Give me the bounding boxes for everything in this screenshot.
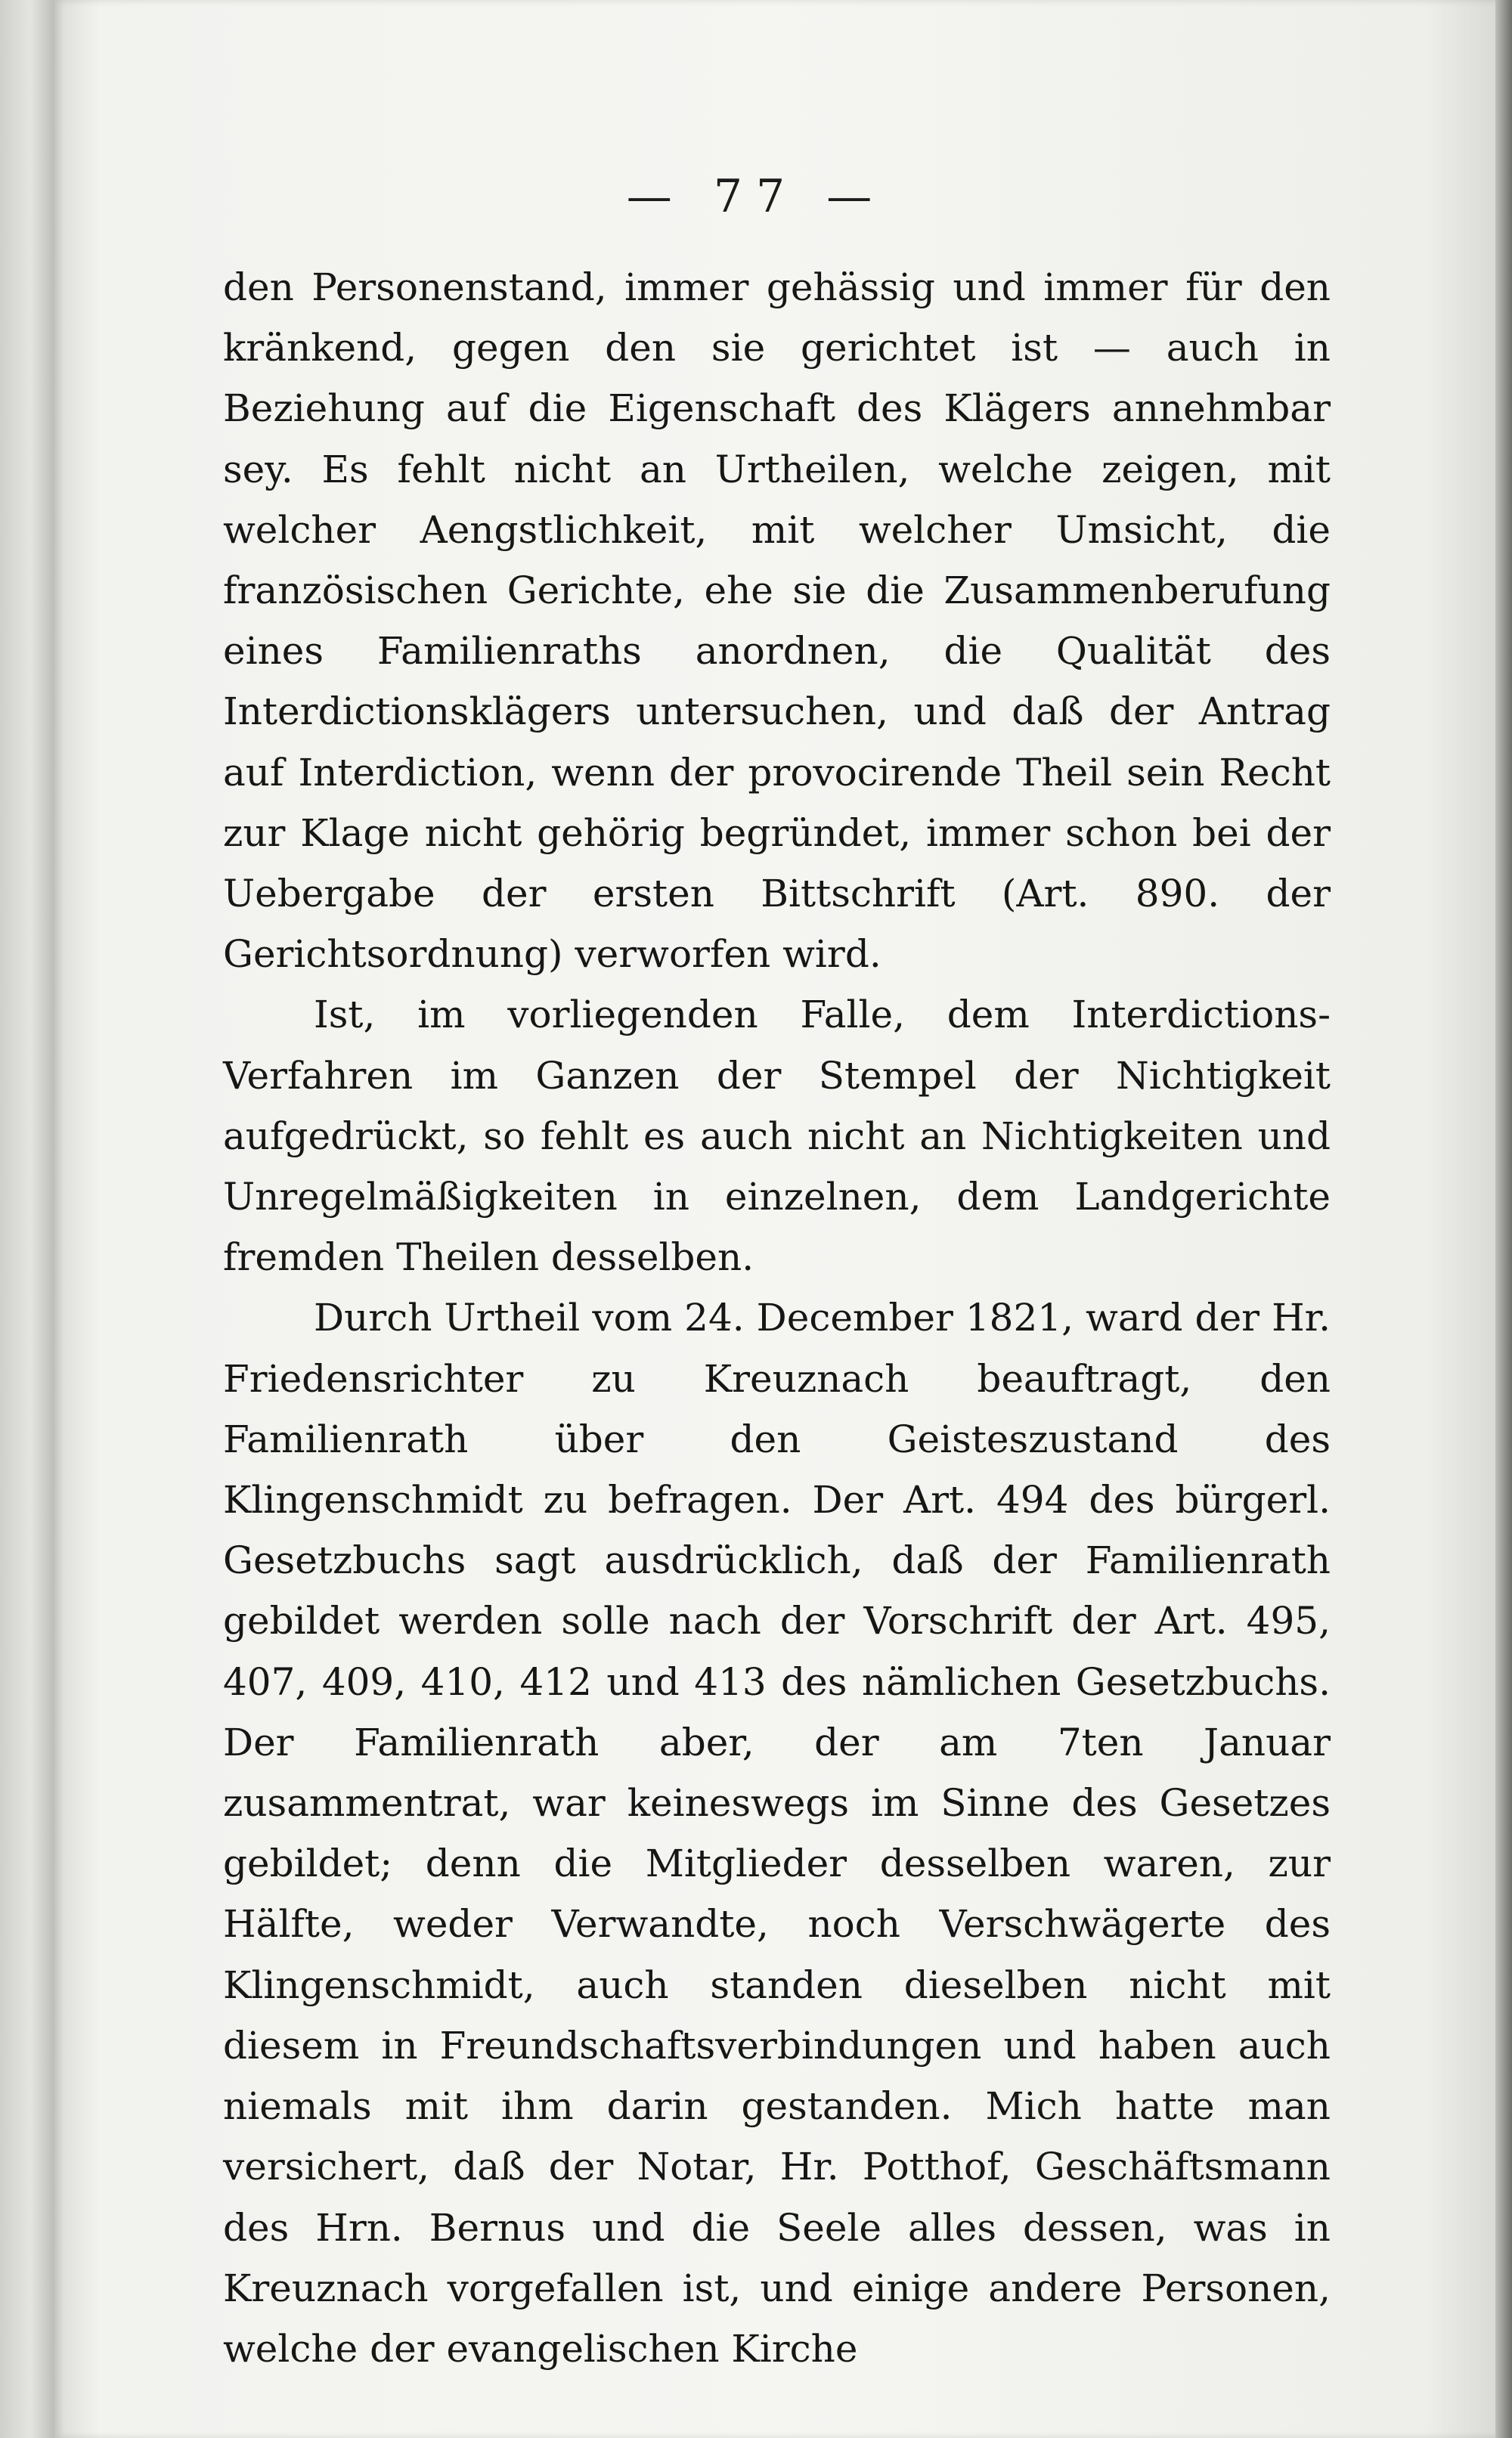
book-gutter <box>0 0 54 2438</box>
paragraph-continued: den Personenstand, immer gehässig und immer für den kränkend, gegen den sie gerichtet ist — auch in Beziehung auf die Eigenschaft des Klägers annehmbar sey. Es fehlt nicht an Urtheilen, welche zeigen, mit welcher Aengstlichkeit, mit welcher Umsicht, die französischen Gerichte, ehe sie die Zusammenberufung eines Familienraths anordnen, die Qualität des Interdictionsklägers untersuchen, und daß der Antrag auf Interdiction, wenn der provocirende Theil sein Recht zur Klage nicht gehörig begründet, immer schon bei der Uebergabe der ersten Bittschrift (Art. 890. der Gerichtsordnung) verworfen wird. <box>223 265 1331 977</box>
page-edge <box>1495 0 1512 2438</box>
page-number-header: — 77 — <box>626 170 886 223</box>
paragraph: Ist, im vorliegenden Falle, dem Interdictions-Verfahren im Ganzen der Stempel der Nichtigkeit aufgedrückt, so fehlt es auch nicht an Nichtigkeiten und Unregelmäßigkeiten in einzelnen, dem Landgerichte fremden Theilen desselben. <box>223 993 1331 1280</box>
body-text <box>223 257 1331 2379</box>
paragraph: Durch Urtheil vom 24. December 1821, ward der Hr. Friedensrichter zu Kreuznach beauftragt, den Familienrath über den Geisteszustand des Klingenschmidt zu befragen. Der Art. 494 des bürgerl. Gesetzbuchs sagt ausdrücklich, daß der Familienrath gebildet werden solle nach der Vorschrift der Art. 495, 407, 409, 410, 412 und 413 des nämlichen Gesetzbuchs. Der Familienrath aber, der am 7ten Januar zusammentrat, war keineswegs im Sinne des Gesetzes gebildet; denn die Mitglieder desselben waren, zur Hälfte, weder Verwandte, noch Verschwägerte des Klingenschmidt, auch standen dieselben nicht mit diesem in Freundschaftsverbindungen und haben auch niemals mit ihm darin gestanden. Mich hatte man versichert, daß der Notar, Hr. Potthof, Geschäftsmann des Hrn. Bernus und die Seele alles dessen, was in Kreuznach vorgefallen ist, und einige andere Personen, welche der evangelischen Kirche <box>223 1296 1331 2371</box>
